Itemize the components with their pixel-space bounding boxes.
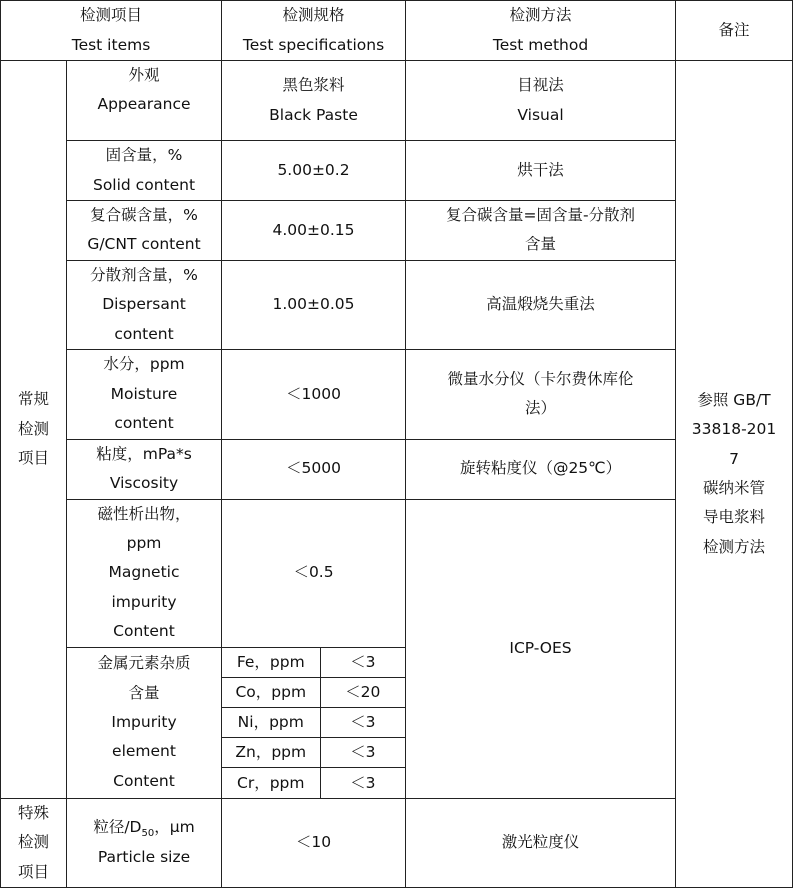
spec-particle-size: ＜10	[222, 798, 406, 887]
row-gcnt-content	[1, 201, 793, 261]
spec-dispersant-content: 1.00±0.05	[222, 260, 406, 349]
group-special: 特殊 检测 项目	[1, 798, 67, 887]
method-viscosity: 旋转粘度仪（@25℃）	[406, 439, 676, 499]
spec-solid-content: 5.00±0.2	[222, 141, 406, 201]
method-icp-oes: ICP-OES	[406, 499, 676, 798]
method-solid-content: 烘干法	[406, 141, 676, 201]
spec-gcnt-content: 4.00±0.15	[222, 201, 406, 261]
item-dispersant-content: 分散剂含量，% Dispersant content	[67, 260, 222, 349]
impurity-element-limit: ＜20	[320, 678, 405, 708]
spec-moisture-content: ＜1000	[222, 350, 406, 439]
row-dispersant-content	[1, 260, 793, 349]
spec-impurity-element	[222, 647, 406, 798]
impurity-element-name: Fe，ppm	[222, 648, 320, 678]
item-particle-size: 粒径$/D_{50}$，μm Particle size	[67, 798, 222, 887]
remark-cell: 参照 GB/T 33818-201 7 碳纳米管 导电浆料 检测方法	[676, 61, 793, 888]
impurity-element-limit: ＜3	[320, 648, 405, 678]
header-test-items: 检测项目 Test items	[1, 1, 222, 61]
row-magnetic-impurity	[1, 499, 793, 647]
header-remark: 备注	[676, 1, 793, 61]
item-appearance: 外观 Appearance	[67, 61, 222, 141]
impurity-subtable	[222, 648, 405, 798]
method-dispersant-content: 高温煅烧失重法	[406, 260, 676, 349]
method-appearance: 目视法 Visual	[406, 61, 676, 141]
impurity-row-cr	[222, 768, 405, 798]
item-gcnt-content: 复合碳含量，% G/CNT content	[67, 201, 222, 261]
item-solid-content: 固含量，% Solid content	[67, 141, 222, 201]
impurity-element-name: Ni，ppm	[222, 708, 320, 738]
impurity-element-limit: ＜3	[320, 708, 405, 738]
row-solid-content	[1, 141, 793, 201]
item-viscosity: 粘度，mPa*s Viscosity	[67, 439, 222, 499]
row-particle-size	[1, 798, 793, 887]
impurity-row-co	[222, 678, 405, 708]
item-impurity-element: 金属元素杂质 含量 Impurity element Content	[67, 647, 222, 798]
spec-appearance: 黑色浆料 Black Paste	[222, 61, 406, 141]
method-gcnt-content: 复合碳含量=固含量-分散剂 含量	[406, 201, 676, 261]
header-test-specifications: 检测规格 Test specifications	[222, 1, 406, 61]
impurity-row-ni	[222, 708, 405, 738]
spec-viscosity: ＜5000	[222, 439, 406, 499]
row-moisture-content	[1, 350, 793, 439]
item-magnetic-impurity: 磁性析出物， ppm Magnetic impurity Content	[67, 499, 222, 647]
impurity-row-fe	[222, 648, 405, 678]
impurity-element-name: Zn，ppm	[222, 738, 320, 768]
row-appearance	[1, 61, 793, 141]
group-routine: 常规 检测 项目	[1, 61, 67, 799]
method-particle-size: 激光粒度仪	[406, 798, 676, 887]
spec-magnetic-impurity: ＜0.5	[222, 499, 406, 647]
impurity-element-limit: ＜3	[320, 738, 405, 768]
impurity-row-zn	[222, 738, 405, 768]
row-viscosity	[1, 439, 793, 499]
header-row	[1, 1, 793, 61]
header-test-method: 检测方法 Test method	[406, 1, 676, 61]
impurity-element-limit: ＜3	[320, 768, 405, 798]
impurity-element-name: Cr，ppm	[222, 768, 320, 798]
impurity-element-name: Co，ppm	[222, 678, 320, 708]
method-moisture-content: 微量水分仪（卡尔费休库伦 法）	[406, 350, 676, 439]
item-moisture-content: 水分，ppm Moisture content	[67, 350, 222, 439]
